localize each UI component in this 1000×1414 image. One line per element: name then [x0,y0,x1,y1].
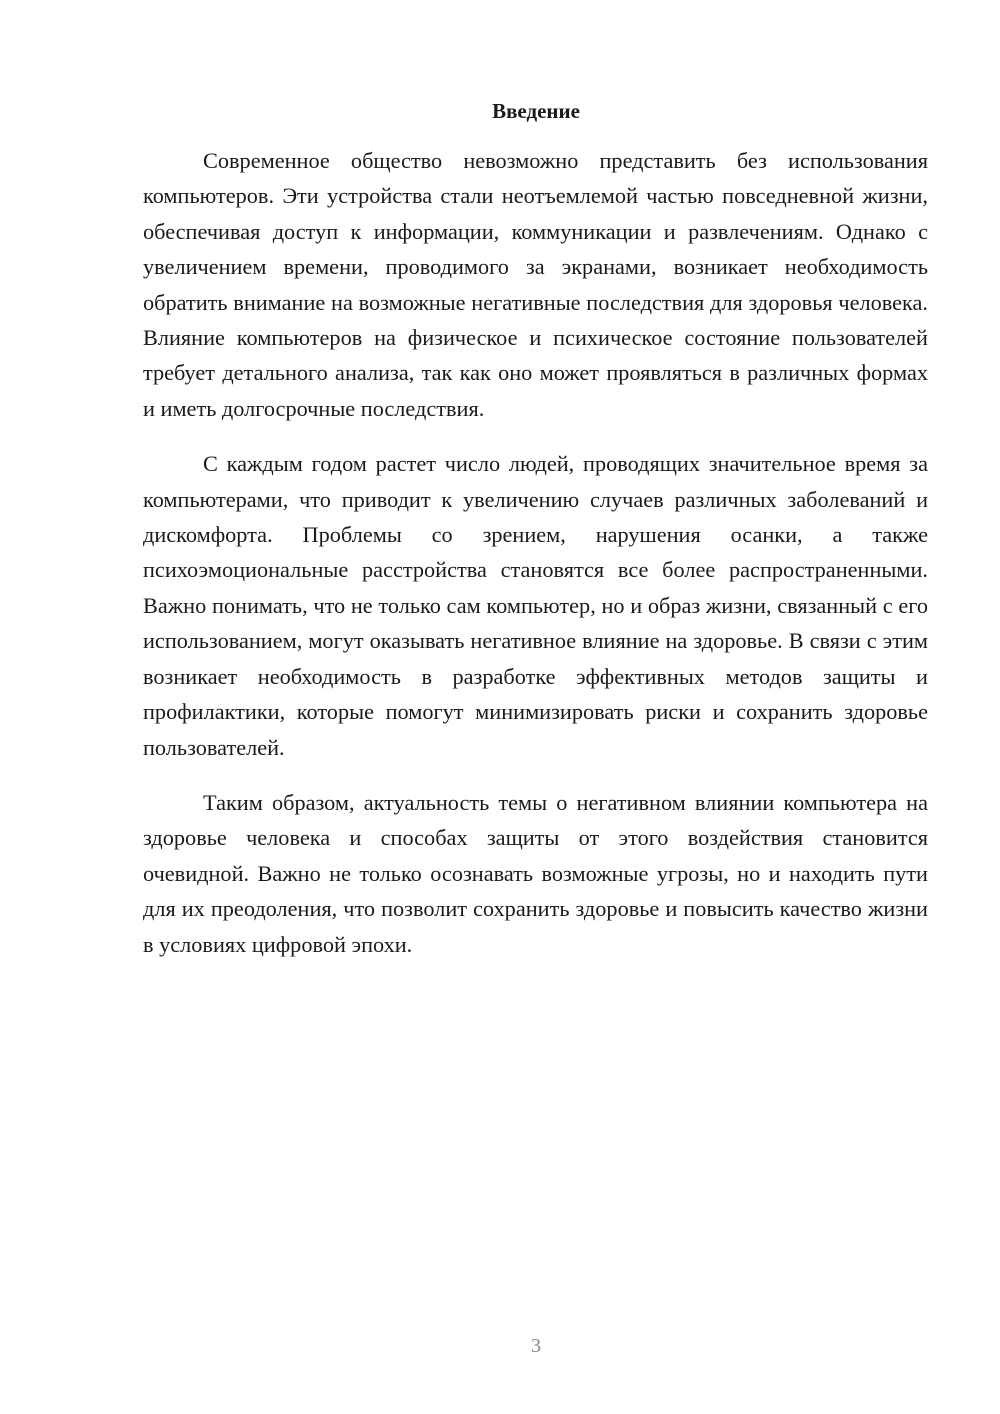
paragraph-3: Таким образом, актуальность темы о негативном влиянии компьютера на здоровье человека и способах защиты от этого воздействия становится очевидной. Важно не только осознавать возможные угрозы, но и находить пути для их преодоления, что позволит сохранить здоровье и повысить качество жизни в условиях цифровой эпохи. [143,789,928,957]
section-body [143,143,928,962]
paragraph-1: Современное общество невозможно представить без использования компьютеров. Эти устройства стали неотъемлемой частью повседневной жизни, обеспечивая доступ к информации, коммуникации и развлечениям. Однако с увеличением времени, проводимого за экранами, возникает необходимость обратить внимание на возможные негативные последствия для здоровья человека. Влияние компьютеров на физическое и психическое состояние пользователей требует детального анализа, так как оно может проявляться в различных формах и иметь долгосрочные последствия. [143,148,928,421]
page-number: 3 [531,1335,541,1357]
paragraph-2: С каждым годом растет число людей, проводящих значительное время за компьютерами, что приводит к увеличению случаев различных заболеваний и дискомфорта. Проблемы со зрением, нарушения осанки, а также психоэмоциональные расстройства становятся все более распространенными. Важно понимать, что не только сам компьютер, но и образ жизни, связанный с его использованием, могут оказывать негативное влияние на здоровье. В связи с этим возникает необходимость в разработке эффективных методов защиты и профилактики, которые помогут минимизировать риски и сохранить здоровье пользователей. [143,451,928,760]
section-title: Введение [492,99,580,123]
